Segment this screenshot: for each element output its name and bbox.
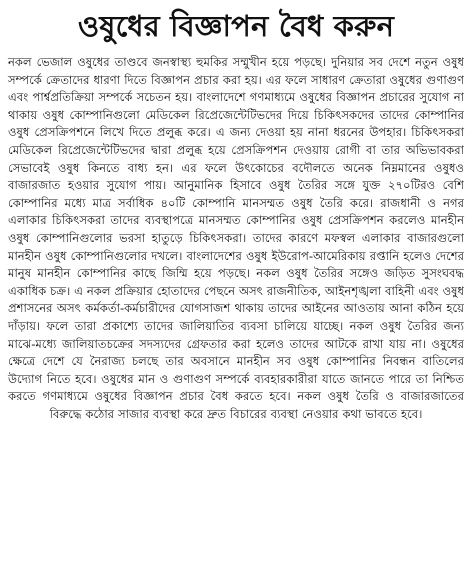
headline: ওষুধের বিজ্ঞাপন বৈধ করুন: [77, 9, 395, 43]
article-body: নকল ভেজাল ওষুধের তাণ্ডবে জনস্বাস্থ্য হুমকির সম্মুখীন হয়ে পড়ছে। দুনিয়ার সব দেশে নতুন ওষুধ সম্পর্কে ক্রেতাদের ধারণা দিতে বিজ্ঞাপন প্রচার করা হয়। এর ফলে সাধারণ ক্রেতারা ওষুধের গুণাগুণ এবং পার্শ্বপ্রতিক্রিয়া সম্পর্কে সচেতন হয়। বাংলাদেশে গণমাধ্যমে ওষুধের বিজ্ঞাপন প্রচারের সুযোগ না থাকায় ওষুধ কোম্পানিগুলো মেডিকেল রিপ্রেজেন্টেটিভদের দিয়ে চিকিৎসকদের তাদের কোম্পানির ওষুধ প্রেসক্রিপশনে লিখে দিতে প্রলুব্ধ করে। এ জন্য দেওয়া হয় নানা ধরনের উপহার। চিকিৎসকরা মেডিকেল রিপ্রেজেন্টেটিভদের দ্বারা প্রলুব্ধ হয়ে প্রেসক্রিপশন দেওয়ায় রোগী বা তার অভিভাবকরা সেভাবেই ওষুধ কিনতে বাধ্য হন। এর ফলে উৎকোচের বদৌলতে অনেক নিম্নমানের ওষুধও বাজারজাত হওয়ার সুযোগ পায়। আনুমানিক হিসাবে ওষুধ তৈরির সঙ্গে যুক্ত ২৭০টিরও বেশি কোম্পানির মধ্যে মাত্র সর্বাধিক ৪০টি কোম্পানি মানসম্মত ওষুধ তৈরি করে। রাজধানী ও নগর এলাকার চিকিৎসকরা তাদের ব্যবস্থাপত্রে মানসম্মত কোম্পানির ওষুধ প্রেসক্রিপশন করলেও মানহীন ওষুধ কোম্পানিগুলোর ভরসা হাতুড়ে চিকিৎসকরা। তাদের কারণে মফস্বল এলাকার বাজারগুলো মানহীন ওষুধ কোম্পানিগুলোর দখলে। বাংলাদেশের ওষুধ ইউরোপ-আমেরিকায় রপ্তানি হলেও দেশের মানুষ মানহীন কোম্পানির কাছে জিম্মি হয়ে পড়ছে। নকল ওষুধ তৈরির সঙ্গেও জড়িত সুসংঘবদ্ধ একাধিক চক্র। এ নকল প্রক্রিয়ার হোতাদের পেছনে অসৎ রাজনীতিক, আইনশৃঙ্খলা বাহিনী এবং ওষুধ প্রশাসনের অসৎ কর্মকর্তা-কর্মচারীদের যোগসাজশ থাকায় তাদের আইনের আওতায় আনা কঠিন হয়ে দাঁড়ায়। ফলে তারা প্রকাশ্যে তাদের জালিয়াতির ব্যবসা চালিয়ে যাচ্ছে। নকল ওষুধ তৈরির জন্য মাঝে-মধ্যে জালিয়াতচক্রের সদস্যদের গ্রেফতার করা হলেও তাদের আটকে রাখা যায় না। ওষুধের ক্ষেত্রে দেশে যে নৈরাজ্য চলছে তার অবসানে মানহীন সব ওষুধ কোম্পানির নিবন্ধন বাতিলের উদ্যোগ নিতে হবে। ওষুধের মান ও গুণাগুণ সম্পর্কে ব্যবহারকারীরা যাতে জানতে পারে তা নিশ্চিত করতে গণমাধ্যমে ওষুধের বিজ্ঞাপন প্রচার বৈধ করতে হবে। নকল ওষুধ তৈরি ও বাজারজাতের বিরুদ্ধে কঠোর সাজার ব্যবস্থা করে দ্রুত বিচারের ব্যবস্থা নেওয়ার কথা ভাবতে হবে।: [8, 55, 464, 421]
